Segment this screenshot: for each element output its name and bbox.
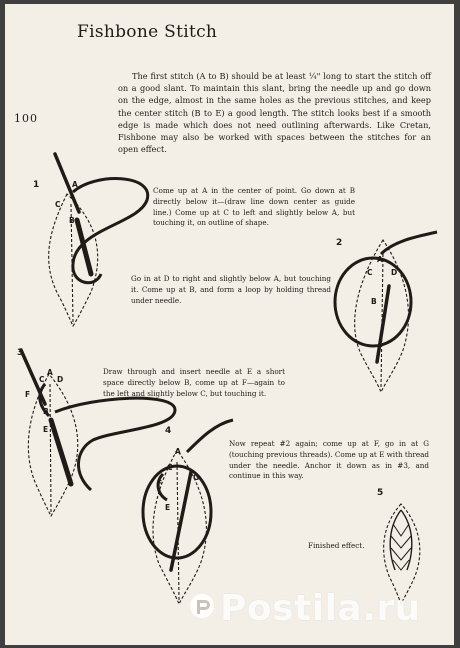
f2-label-a: A	[377, 255, 383, 264]
step-4-caption: Now repeat #2 again; come up at F, go in at G (touching previous threads). Come up at E with thread under the needle. Anchor it down as in #3, and continue in this way.	[229, 439, 429, 481]
figure-3-needle	[21, 350, 71, 484]
book-page	[5, 4, 454, 645]
f3-label-f: F	[25, 390, 31, 399]
step-1-caption: Come up at A in the center of point. Go down at B directly below it—(draw line down center as guide line.) Come up at C to left and slightly below A, but touching it, on outline of shape.	[153, 186, 355, 228]
intro-text: The first stitch (A to B) should be at least ¼" long to start the stitch off on a good slant. To maintain this slant, bring the needle up and go down on the edge, almost in the same holes as the previous stitches, and keep the center stitch (B to E) a good length. The stitch looks best if a smooth edge is made which does not need outlining afterwards. Like Cretan, Fishbone may also be worked with spaces between the stitches for an open effect.	[118, 71, 431, 155]
f3-label-b: B	[43, 407, 49, 416]
f2-label-d: D	[391, 268, 398, 277]
figure-1-thread	[73, 179, 148, 283]
watermark-text: Postila.ru	[220, 588, 421, 629]
page-number: 100	[14, 112, 38, 125]
step-2-number: 2	[336, 238, 343, 248]
f3-label-c: C	[39, 375, 45, 384]
figure-2-thread	[335, 232, 437, 346]
f1-label-b: B	[69, 216, 75, 225]
f2-label-b: B	[371, 297, 377, 306]
f1-label-a: A	[72, 180, 78, 189]
f4-label-f: F	[157, 479, 163, 488]
step-2-caption: Go in at D to right and slightly below A, but touching it. Come up at B, and form a loop by holding thread under needle.	[131, 274, 331, 305]
f4-label-c: C	[167, 463, 173, 472]
step-5-caption: Finished effect.	[308, 541, 365, 550]
f2-label-c: C	[367, 268, 373, 277]
page-title: Fishbone Stitch	[77, 22, 218, 42]
f4-label-g: G	[193, 473, 200, 482]
f4-label-e: E	[165, 503, 171, 512]
postila-logo-icon	[188, 592, 216, 620]
f3-label-d: D	[57, 375, 64, 384]
f3-label-e: E	[43, 425, 49, 434]
figure-1-needle	[55, 154, 91, 274]
step-3-caption: Draw through and insert needle at E a short space directly below B, come up at F—again to the left and slightly below C, but touching it.	[103, 367, 285, 398]
figure-2-needle	[377, 286, 389, 362]
figure-3-leaf	[28, 374, 77, 516]
step-5-number: 5	[377, 488, 384, 498]
step-1-number: 1	[33, 180, 40, 190]
step-4-number: 4	[165, 426, 172, 436]
step-3-number: 3	[17, 348, 24, 358]
f1-label-c: C	[55, 200, 61, 209]
f3-label-a: A	[47, 368, 53, 377]
figure-3-thread	[40, 384, 175, 490]
f4-label-a: A	[175, 447, 181, 456]
